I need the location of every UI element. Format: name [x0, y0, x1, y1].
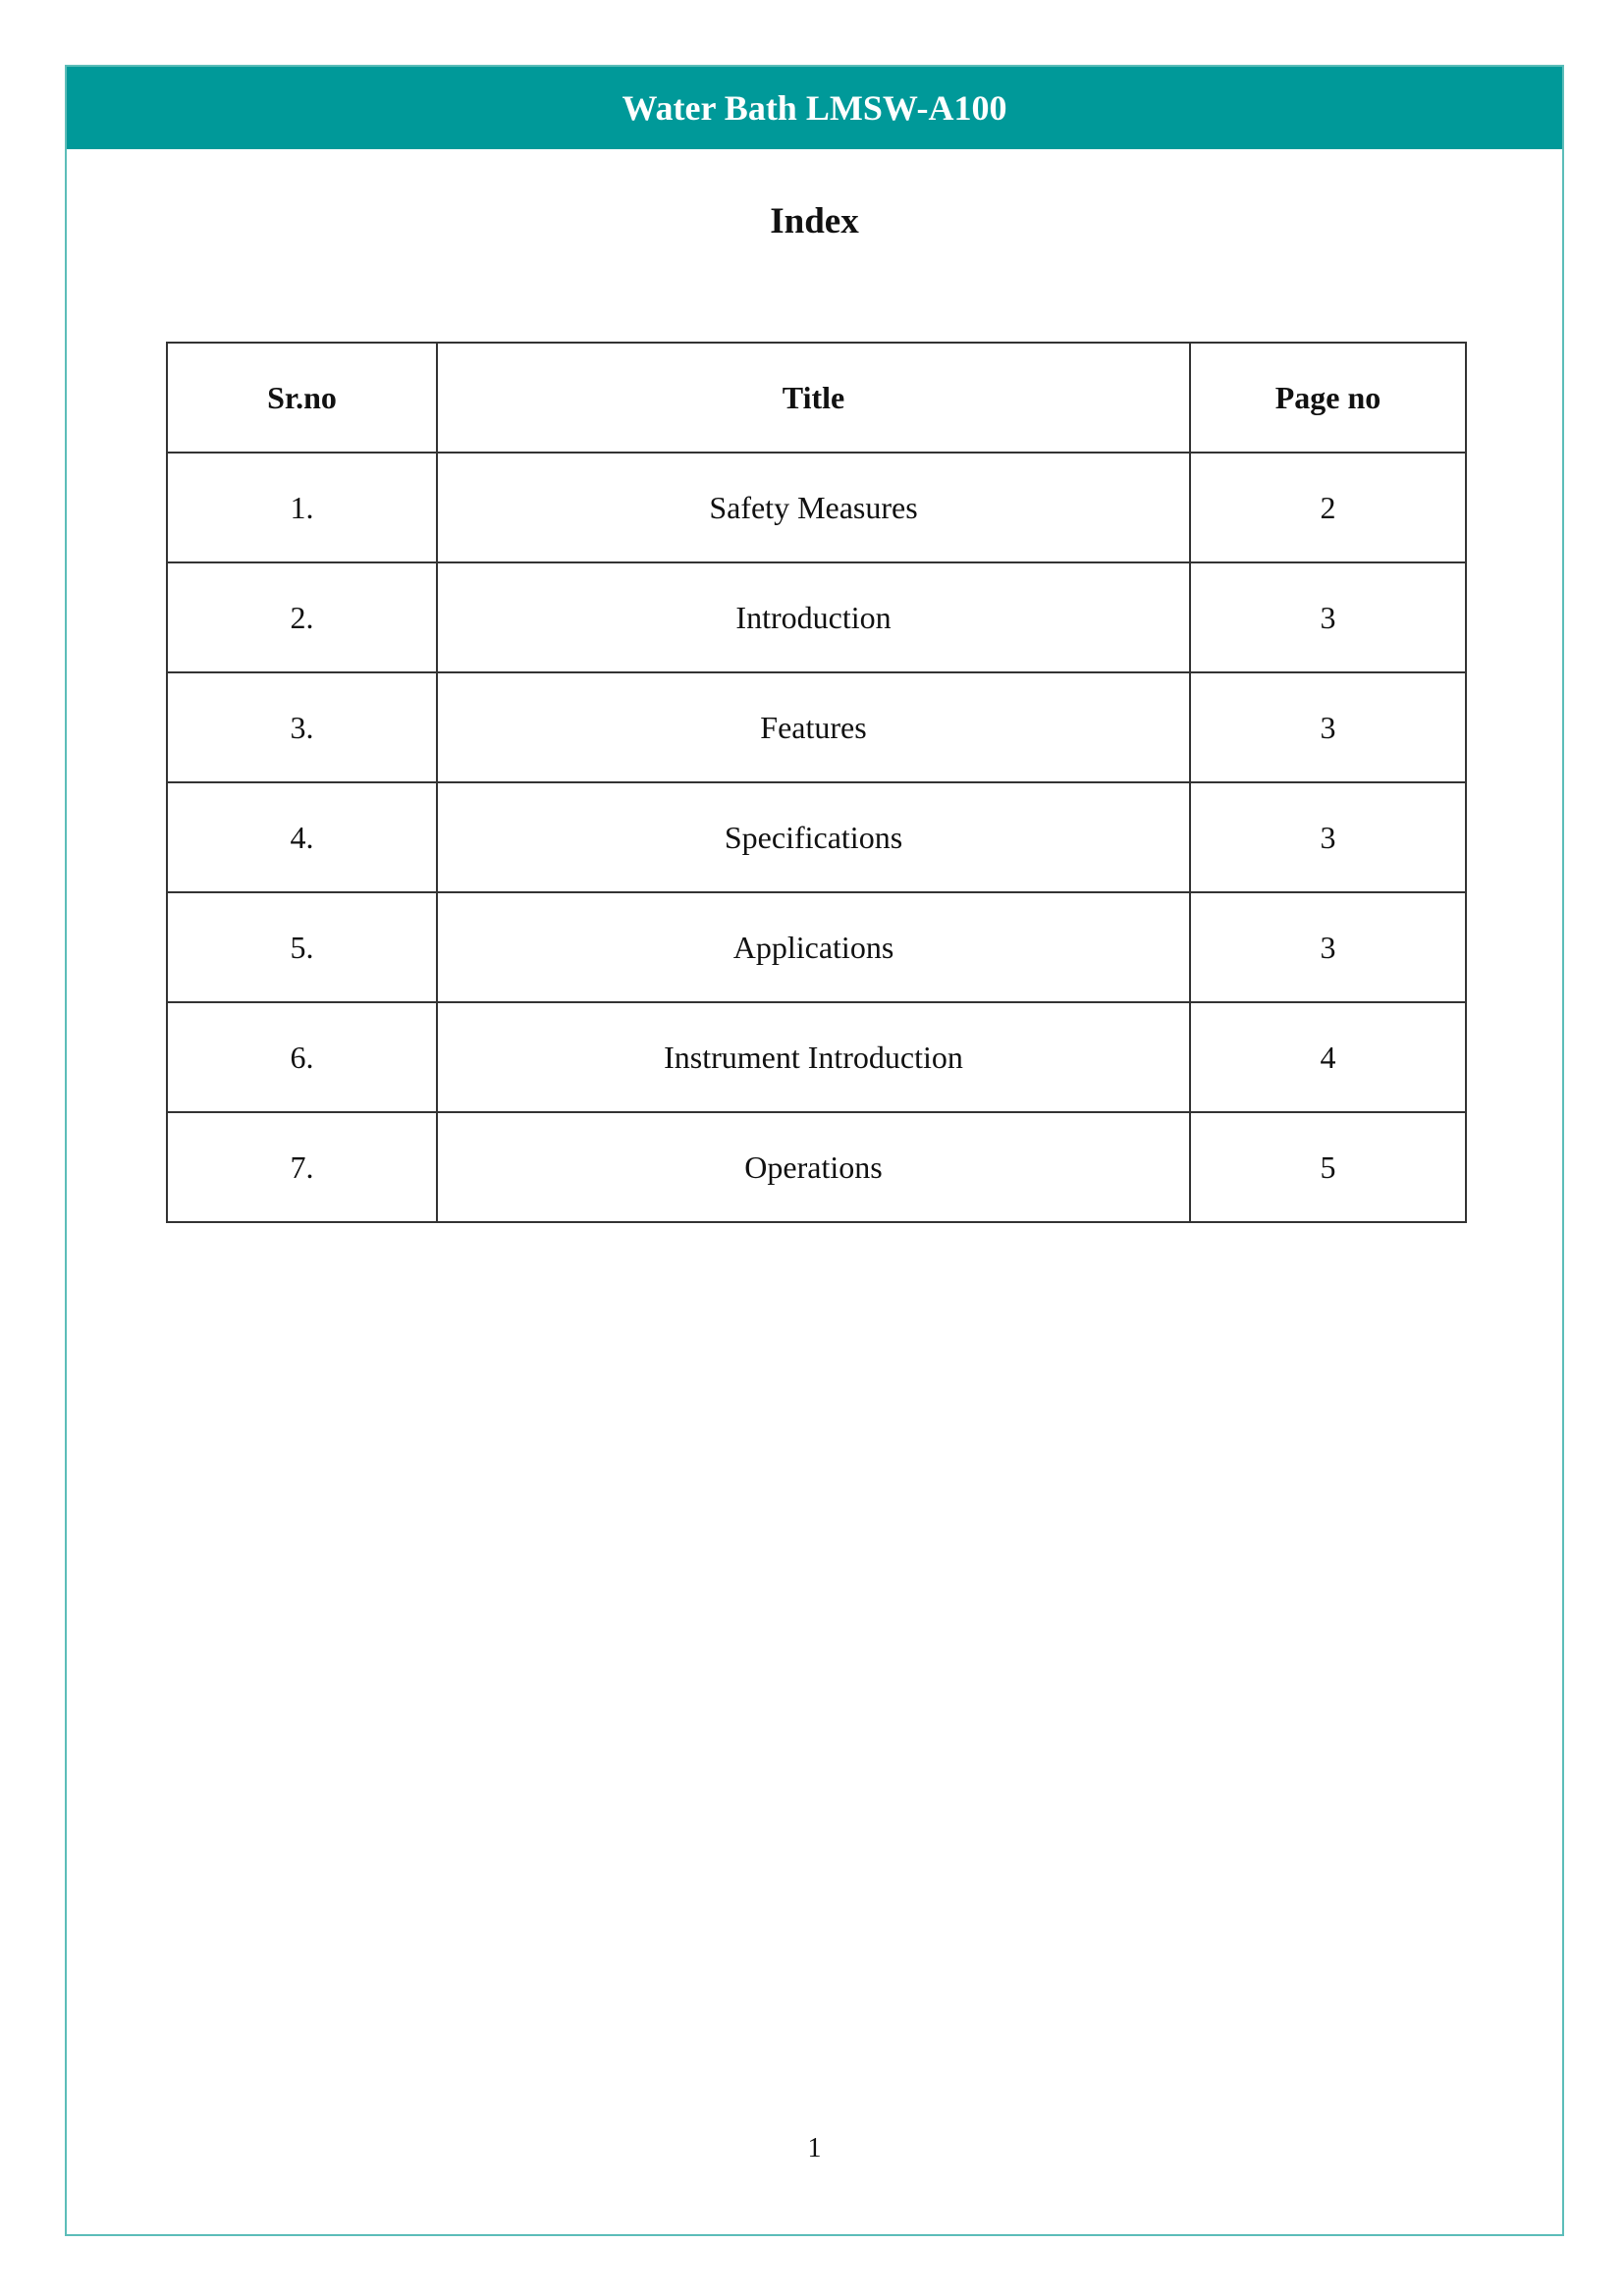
table-row [167, 672, 1466, 782]
index-heading: Index [770, 201, 859, 241]
row-title: Specifications [437, 782, 1190, 892]
row-page: 3 [1190, 782, 1466, 892]
row-srno: 1. [167, 453, 437, 562]
page-number: 1 [807, 2133, 822, 2163]
row-page: 2 [1190, 453, 1466, 562]
row-srno: 2. [167, 562, 437, 672]
column-header-title: Title [437, 343, 1190, 453]
index-table [166, 342, 1467, 1223]
document-title: Water Bath LMSW-A100 [622, 88, 1007, 128]
table-row [167, 1112, 1466, 1222]
row-title: Introduction [437, 562, 1190, 672]
row-title: Instrument Introduction [437, 1002, 1190, 1112]
column-header-page: Page no [1190, 343, 1466, 453]
row-title: Features [437, 672, 1190, 782]
row-title: Applications [437, 892, 1190, 1002]
row-srno: 7. [167, 1112, 437, 1222]
row-page: 3 [1190, 672, 1466, 782]
table-row [167, 1002, 1466, 1112]
row-srno: 6. [167, 1002, 437, 1112]
row-page: 5 [1190, 1112, 1466, 1222]
table-header-row [167, 343, 1466, 453]
row-title: Safety Measures [437, 453, 1190, 562]
table-row [167, 562, 1466, 672]
table-row [167, 782, 1466, 892]
table-row [167, 892, 1466, 1002]
row-title: Operations [437, 1112, 1190, 1222]
row-srno: 3. [167, 672, 437, 782]
row-page: 4 [1190, 1002, 1466, 1112]
column-header-srno: Sr.no [167, 343, 437, 453]
document-header [67, 67, 1562, 149]
table-row [167, 453, 1466, 562]
row-page: 3 [1190, 892, 1466, 1002]
page-frame [65, 65, 1564, 2236]
row-page: 3 [1190, 562, 1466, 672]
row-srno: 5. [167, 892, 437, 1002]
row-srno: 4. [167, 782, 437, 892]
